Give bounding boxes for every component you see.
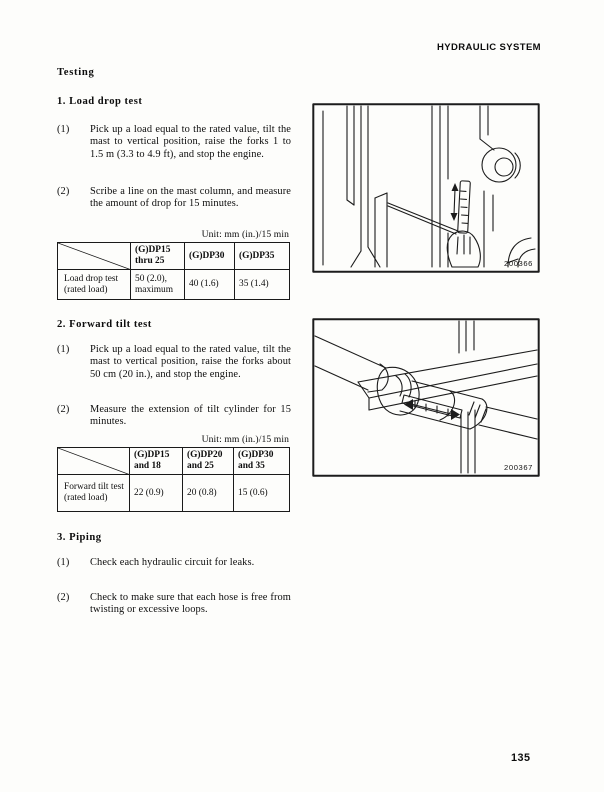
load-drop-test-table [57, 242, 290, 300]
table-1-unit-note: Unit: mm (in.)/15 min [201, 229, 289, 240]
table-col-header: (G)DP15 and 18 [130, 448, 183, 475]
figure-number: 200367 [504, 463, 533, 472]
table-row [58, 270, 290, 300]
section-3-heading: 3. Piping [57, 532, 102, 543]
step-number: (1) [57, 557, 70, 568]
table-cell: 15 (0.6) [234, 475, 290, 512]
section-2-step-2 [57, 404, 291, 429]
table-row [58, 475, 290, 512]
page-number: 135 [511, 752, 531, 764]
step-number: (1) [57, 124, 70, 135]
table-col-header: (G)DP35 [235, 243, 290, 270]
step-number: (1) [57, 344, 70, 355]
table-cell: 20 (0.8) [183, 475, 234, 512]
table-2-unit-note: Unit: mm (in.)/15 min [201, 434, 289, 445]
table-cell: 40 (1.6) [185, 270, 235, 300]
table-corner-cell [58, 448, 130, 475]
section-3-step-1 [57, 557, 291, 569]
table-col-header: (G)DP15 thru 25 [131, 243, 185, 270]
step-text: Measure the extension of tilt cylinder for 15 minutes. [90, 404, 291, 428]
page-title: Testing [57, 67, 95, 78]
step-number: (2) [57, 186, 70, 197]
table-col-header: (G)DP30 and 35 [234, 448, 290, 475]
page-header: HYDRAULIC SYSTEM [436, 42, 541, 53]
forward-tilt-test-table [57, 447, 290, 512]
diagonal-slash [58, 243, 130, 269]
table-cell: 35 (1.4) [235, 270, 290, 300]
figure-mast-drop-illustration [312, 103, 540, 273]
step-text: Check each hydraulic circuit for leaks. [90, 557, 255, 568]
table-cell: 50 (2.0), maximum [131, 270, 185, 300]
mast-drop-drawing [312, 103, 540, 273]
figure-number: 200366 [504, 259, 533, 268]
table-col-header: (G)DP30 [185, 243, 235, 270]
step-text: Check to make sure that each hose is free from twisting or excessive loops. [90, 592, 291, 616]
step-text: Pick up a load equal to the rated value, tilt the mast to vertical position, raise the forks 1 to 1.5 m (3.3 to 4.9 ft), and stop the engine. [90, 124, 291, 160]
step-text: Scribe a line on the mast column, and measure the amount of drop for 15 minutes. [90, 186, 291, 210]
diagonal-slash [58, 448, 129, 474]
step-text: Pick up a load equal to the rated value, tilt the mast to vertical position, raise the forks about 50 cm (20 in.), and stop the engine. [90, 344, 291, 380]
section-1-step-1 [57, 124, 291, 161]
section-1-step-2 [57, 186, 291, 211]
table-corner-cell [58, 243, 131, 270]
step-number: (2) [57, 404, 70, 415]
figure-tilt-cylinder-illustration [312, 318, 540, 477]
section-2-step-1 [57, 344, 291, 381]
section-1-heading: 1. Load drop test [57, 96, 143, 107]
table-row-label: Load drop test (rated load) [58, 270, 131, 300]
table-cell: 22 (0.9) [130, 475, 183, 512]
section-3-step-2 [57, 592, 291, 617]
tilt-cylinder-drawing [312, 318, 540, 477]
section-2-heading: 2. Forward tilt test [57, 319, 152, 330]
table-row-label: Forward tilt test (rated load) [58, 475, 130, 512]
table-col-header: (G)DP20 and 25 [183, 448, 234, 475]
step-number: (2) [57, 592, 70, 603]
